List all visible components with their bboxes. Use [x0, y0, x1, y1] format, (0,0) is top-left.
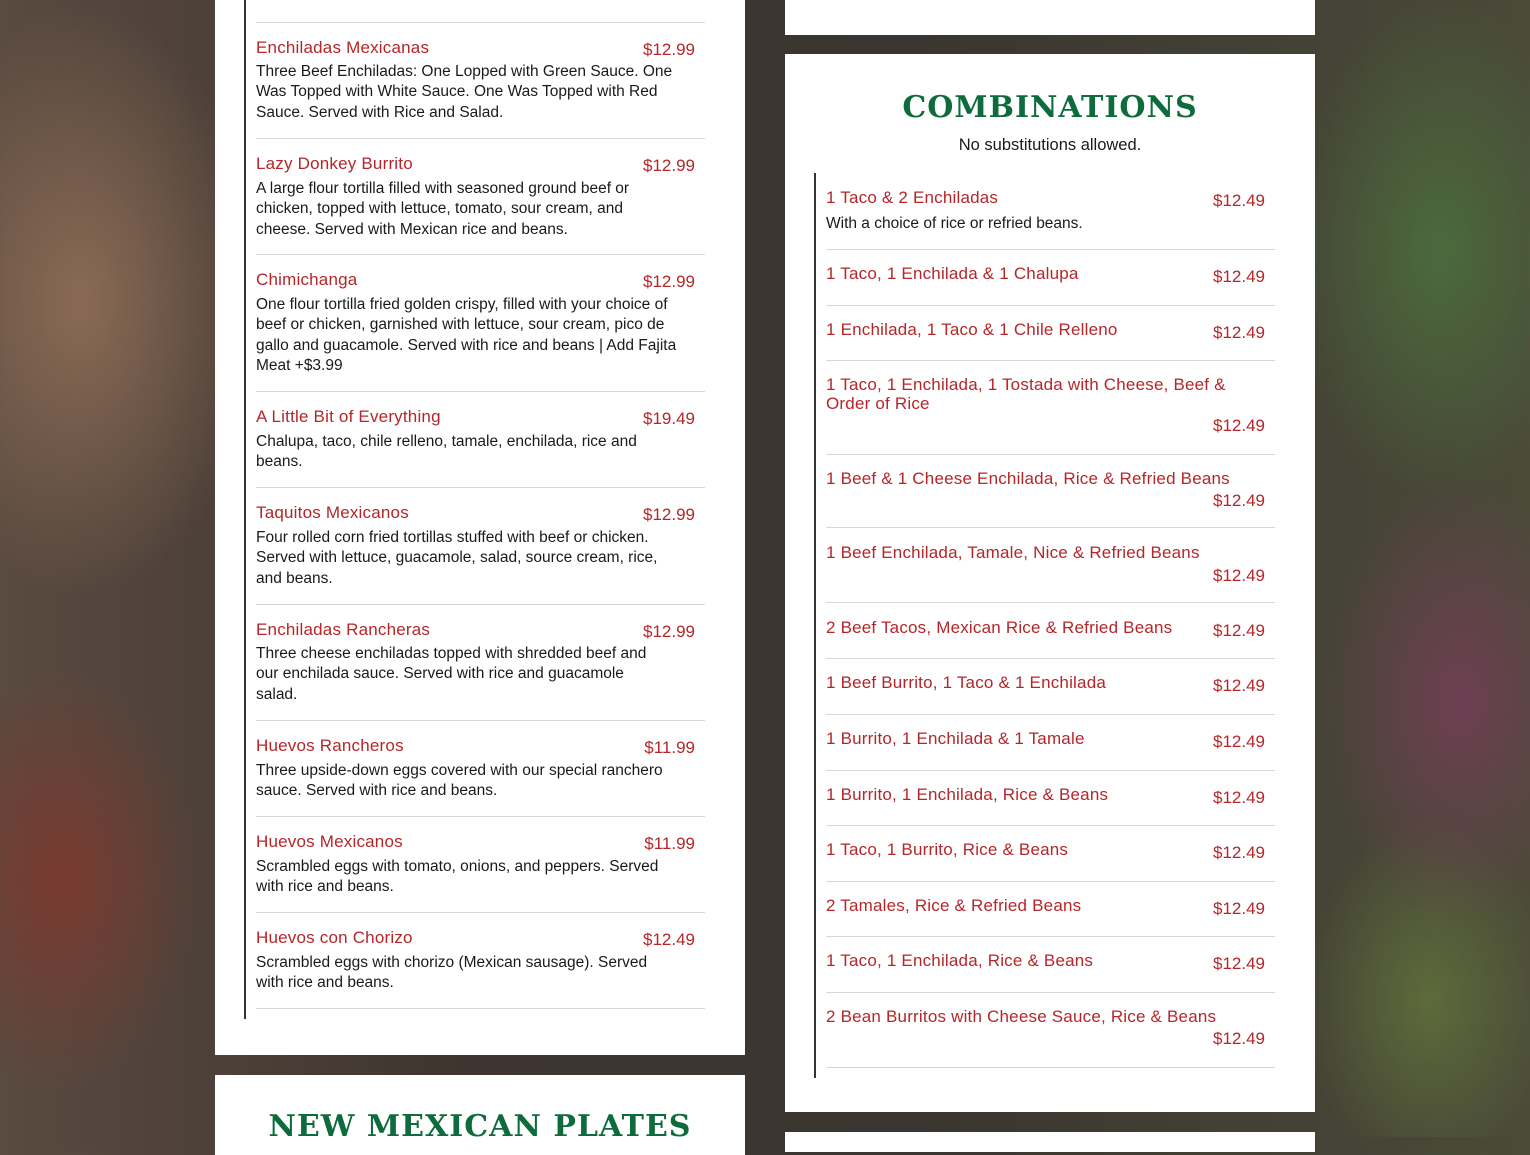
- menu-item-name: Huevos Rancheros: [256, 736, 404, 755]
- menu-item: [826, 375, 1275, 455]
- menu-item-description: Chalupa, taco, chile relleno, tamale, enchilada, rice and beans.: [256, 433, 637, 471]
- menu-item: [256, 154, 705, 255]
- menu-panel-left: [215, 0, 745, 1055]
- menu-item-name: Taquitos Mexicanos: [256, 503, 409, 522]
- list-item-divider: [256, 0, 705, 23]
- menu-item-name: 1 Taco & 2 Enchiladas: [826, 188, 999, 207]
- menu-item: [826, 896, 1275, 937]
- section-subtitle: No substitutions allowed.: [958, 136, 1142, 154]
- menu-item-price: $12.49: [1213, 621, 1265, 640]
- menu-item: [256, 407, 705, 488]
- menu-item: [826, 264, 1275, 306]
- menu-item: [256, 928, 705, 1009]
- menu-item: [256, 736, 705, 817]
- menu-item-price: $12.99: [643, 622, 695, 641]
- menu-item-name: 1 Enchilada, 1 Taco & 1 Chile Relleno: [826, 320, 1118, 339]
- menu-item-name: A Little Bit of Everything: [256, 407, 441, 426]
- menu-item-price: $12.49: [1213, 267, 1265, 286]
- menu-item-description: Four rolled corn fried tortillas stuffed with beef or chicken. Served with lettuce, guacamole, salad, source cream, rice, and beans.: [256, 529, 658, 587]
- menu-item: [256, 38, 705, 139]
- menu-item-price: $12.99: [643, 505, 695, 524]
- menu-panel-right-top: [785, 0, 1315, 35]
- menu-item: [256, 620, 705, 721]
- menu-item: [826, 188, 1275, 250]
- menu-item-price: $12.49: [1213, 954, 1265, 973]
- menu-item-price: $12.99: [643, 156, 695, 175]
- menu-panel-new-mexican: [215, 1075, 745, 1155]
- menu-item-price: $19.49: [643, 409, 695, 428]
- menu-item-price: $12.49: [1213, 323, 1265, 342]
- menu-item-description: With a choice of rice or refried beans.: [826, 215, 1083, 232]
- section-rule: [814, 173, 816, 1078]
- menu-item: [826, 1007, 1275, 1068]
- menu-item: [826, 618, 1275, 659]
- menu-item-price: $12.49: [1213, 566, 1265, 585]
- menu-item-name: 1 Burrito, 1 Enchilada, Rice & Beans: [826, 785, 1109, 804]
- menu-item-price: $11.99: [644, 834, 695, 853]
- menu-item-name: Huevos Mexicanos: [256, 832, 403, 851]
- menu-item-name: Lazy Donkey Burrito: [256, 154, 413, 173]
- menu-item: [826, 543, 1275, 603]
- menu-item-name: 1 Beef Enchilada, Tamale, Nice & Refried Beans: [826, 543, 1200, 562]
- menu-item-description: Three Beef Enchiladas: One Lopped with Green Sauce. One Was Topped with White Sauce. One Was Topped with Red Sauce. Served with Rice and Salad.: [256, 63, 673, 121]
- menu-item-price: $12.49: [1213, 732, 1265, 751]
- menu-item-description: A large flour tortilla filled with seasoned ground beef or chicken, topped with lettuce, tomato, sour cream, and cheese. Served with Mexican rice and beans.: [256, 180, 630, 238]
- menu-item: [826, 840, 1275, 882]
- section-rule: [244, 0, 246, 1019]
- menu-item-price: $11.99: [644, 738, 695, 757]
- menu-item-description: Scrambled eggs with chorizo (Mexican sausage). Served with rice and beans.: [256, 954, 648, 992]
- menu-item-name: 1 Taco, 1 Enchilada, 1 Tostada with Cheese, Beef & Order of Rice: [826, 375, 1226, 413]
- menu-item: [256, 832, 705, 913]
- menu-item-price: $12.49: [1213, 491, 1265, 510]
- menu-item: [826, 469, 1275, 528]
- menu-item-price: $12.49: [643, 930, 695, 949]
- menu-item-price: $12.99: [643, 272, 695, 291]
- menu-item-name: 1 Taco, 1 Enchilada & 1 Chalupa: [826, 264, 1079, 283]
- menu-item-name: 2 Bean Burritos with Cheese Sauce, Rice & Beans: [826, 1007, 1217, 1026]
- menu-item-price: $12.49: [1213, 416, 1265, 435]
- menu-item: [826, 320, 1275, 361]
- menu-item-name: 1 Beef Burrito, 1 Taco & 1 Enchilada: [826, 673, 1106, 692]
- menu-item-name: Enchiladas Rancheras: [256, 620, 431, 639]
- menu-item-name: Enchiladas Mexicanas: [256, 38, 430, 57]
- menu-item-description: Three cheese enchiladas topped with shredded beef and our enchilada sauce. Served with rice and guacamole salad.: [256, 645, 647, 703]
- menu-item-name: 2 Beef Tacos, Mexican Rice & Refried Beans: [826, 618, 1173, 637]
- menu-item: [826, 785, 1275, 826]
- menu-item: [826, 951, 1275, 993]
- section-title: NEW MEXICAN PLATES: [268, 1109, 692, 1144]
- menu-item-name: Chimichanga: [256, 270, 358, 289]
- menu-panel-right-bottom: [785, 1132, 1315, 1152]
- menu-item-name: 1 Burrito, 1 Enchilada & 1 Tamale: [826, 729, 1085, 748]
- menu-item-price: $12.49: [1213, 191, 1265, 210]
- menu-item-price: $12.99: [643, 40, 695, 59]
- menu-item: [826, 729, 1275, 771]
- menu-item-price: $12.49: [1213, 676, 1265, 695]
- menu-item-price: $12.49: [1213, 1029, 1265, 1048]
- menu-item-description: Three upside-down eggs covered with our special ranchero sauce. Served with rice and beans.: [256, 762, 663, 800]
- menu-item-name: 2 Tamales, Rice & Refried Beans: [826, 896, 1082, 915]
- menu-item-price: $12.49: [1213, 788, 1265, 807]
- section-title: COMBINATIONS: [902, 90, 1198, 125]
- menu-item: [256, 270, 705, 392]
- menu-item-name: 1 Taco, 1 Burrito, Rice & Beans: [826, 840, 1069, 859]
- menu-item-description: One flour tortilla fried golden crispy, filled with your choice of beef or chicken, garnished with lettuce, sour cream, pico de gallo and guacamole. Served with rice and beans | Add Fajita Meat +$3.99: [256, 296, 677, 374]
- menu-item: [826, 673, 1275, 715]
- menu-item-name: 1 Taco, 1 Enchilada, Rice & Beans: [826, 951, 1094, 970]
- menu-item-price: $12.49: [1213, 843, 1265, 862]
- menu-panel-combinations: [785, 54, 1315, 1112]
- menu-item-description: Scrambled eggs with tomato, onions, and peppers. Served with rice and beans.: [256, 858, 659, 896]
- menu-item-name: Huevos con Chorizo: [256, 928, 413, 947]
- menu-item-name: 1 Beef & 1 Cheese Enchilada, Rice & Refried Beans: [826, 469, 1230, 488]
- menu-item-price: $12.49: [1213, 899, 1265, 918]
- menu-item: [256, 503, 705, 605]
